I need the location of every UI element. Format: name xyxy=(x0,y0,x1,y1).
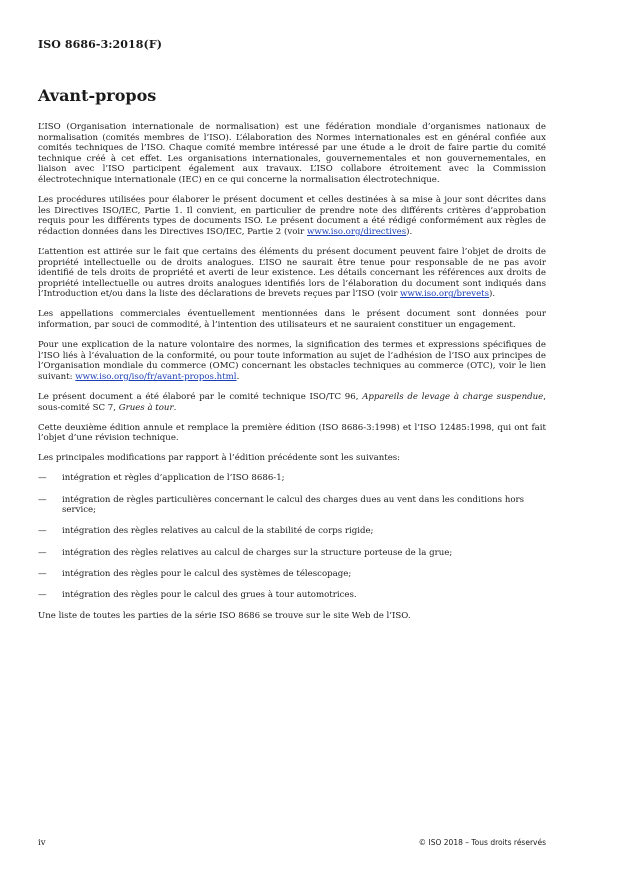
paragraph-voluntary-text: Pour une explication de la nature volontaire des normes, la signification des termes et expressions spécifiques de l’ISO liés à l’évaluation de la conformité, ou pour toute information au sujet de l’adhésion de l’ISO aux principes de l’Organisation mondiale du commerce (OMC) concernant les obstacles techniques au commerce (OTC), voir le lien suivant: xyxy=(38,340,546,382)
paragraph-patents-end: ). xyxy=(489,289,496,300)
paragraph-committee xyxy=(38,392,546,413)
paragraph-procedures-text: Les procédures utilisées pour élaborer le présent document et celles destinées à sa mise à jour sont décrites dans les Directives ISO/IEC, Partie 1. Il convient, en particulier de prendre note des différents critères d’approbation requis pour les différents types de documents ISO. Le présent document a été rédigé conformément aux règles de rédaction données dans les Directives ISO/IEC, Partie 2 (voir xyxy=(38,195,546,237)
list-item xyxy=(38,526,546,537)
paragraph-voluntary-nature xyxy=(38,340,546,382)
dash-bullet: — xyxy=(38,526,47,537)
list-item xyxy=(38,548,546,559)
paragraph-committee-text-a: Le présent document a été élaboré par le comité technique ISO/TC 96, xyxy=(38,391,363,402)
list-item-text: intégration des règles relatives au calcul de charges sur la structure porteuse de la grue; xyxy=(62,547,453,558)
directives-link[interactable]: www.iso.org/directives xyxy=(306,226,407,237)
list-item-text: intégration des règles relatives au calcul de la stabilité de corps rigide; xyxy=(62,526,374,537)
subcommittee-title: Grues à tour xyxy=(118,402,174,413)
changes-list xyxy=(38,473,546,600)
paragraph-patents xyxy=(38,247,546,300)
document-id-header: ISO 8686-3:2018(F) xyxy=(38,38,163,51)
dash-bullet: — xyxy=(38,589,47,600)
dash-bullet: — xyxy=(38,473,47,484)
list-item-text: intégration des règles pour le calcul des systèmes de télescopage; xyxy=(62,568,352,579)
page-number: iv xyxy=(38,838,46,848)
paragraph-trade-names: Les appellations commerciales éventuellement mentionnées dans le présent document sont données pour information, par souci de commodité, à l’intention des utilisateurs et ne sauraient constituer un engagement. xyxy=(38,309,546,330)
foreword-link[interactable]: www.iso.org/iso/fr/avant-propos.html xyxy=(75,371,237,382)
patents-link[interactable]: www.iso.org/brevets xyxy=(400,289,490,300)
list-item-text: intégration et règles d’application de l’ISO 8686-1; xyxy=(62,473,285,484)
paragraph-procedures xyxy=(38,195,546,237)
paragraph-voluntary-end: . xyxy=(236,371,240,382)
dash-bullet: — xyxy=(38,494,47,505)
paragraph-patents-text: L’attention est attirée sur le fait que certains des éléments du présent document peuvent faire l’objet de droits de propriété intellectuelle ou de droits analogues. L’ISO ne saurait être tenue pour responsable de ne pas avoir identifié de tels droits de propriété et averti de leur existence. Les détails concernant les références aux droits de propriété intellectuelle ou autres droits analogues identifiés lors de l’élaboration du document sont indiqués dans l’Introduction et/ou dans la liste des déclarations de brevets reçues par l’ISO (voir xyxy=(38,246,546,300)
page-title: Avant-propos xyxy=(38,86,157,105)
paragraph-changes-intro: Les principales modifications par rapport à l’édition précédente sont les suivantes: xyxy=(38,453,401,464)
copyright-notice: © ISO 2018 – Tous droits réservés xyxy=(418,838,546,847)
dash-bullet: — xyxy=(38,568,47,579)
paragraph-committee-end: . xyxy=(173,402,177,413)
committee-title: Appareils de levage à charge suspendue xyxy=(362,391,544,402)
dash-bullet: — xyxy=(38,547,47,558)
list-item xyxy=(38,473,546,484)
list-item xyxy=(38,590,546,601)
list-item-text: intégration de règles particulières concernant le calcul des charges dues au vent dans les conditions hors service; xyxy=(62,494,525,516)
paragraph-series-list: Une liste de toutes les parties de la série ISO 8686 se trouve sur le site Web de l’ISO. xyxy=(38,611,411,622)
list-item xyxy=(38,495,546,516)
paragraph-procedures-end: ). xyxy=(406,226,413,237)
list-item-text: intégration des règles pour le calcul des grues à tour automotrices. xyxy=(62,589,357,600)
paragraph-edition: Cette deuxième édition annule et remplace la première édition (ISO 8686-3:1998) et l’ISO 12485:1998, qui ont fait l’objet d’une révision technique. xyxy=(38,422,546,444)
paragraph-iso-intro: L’ISO (Organisation internationale de normalisation) est une fédération mondiale d’organismes nationaux de normalisation (comités membres de l’ISO). L’élaboration des Normes internationales est en général confiée aux comités techniques de l’ISO. Chaque comité membre intéressé par une étude a le droit de faire partie du comité technique créé à cet effet. Les organisations internationales, gouvernementales et non gouvernementales, en liaison avec l’ISO participent également aux travaux. L’ISO collabore étroitement avec la Commission électrotechnique internationale (IEC) en ce qui concerne la normalisation électrotechnique. xyxy=(38,122,546,185)
foreword-body xyxy=(38,122,546,631)
paragraph-committee-text-b: , sous-comité SC 7, xyxy=(38,391,546,413)
list-item xyxy=(38,569,546,580)
